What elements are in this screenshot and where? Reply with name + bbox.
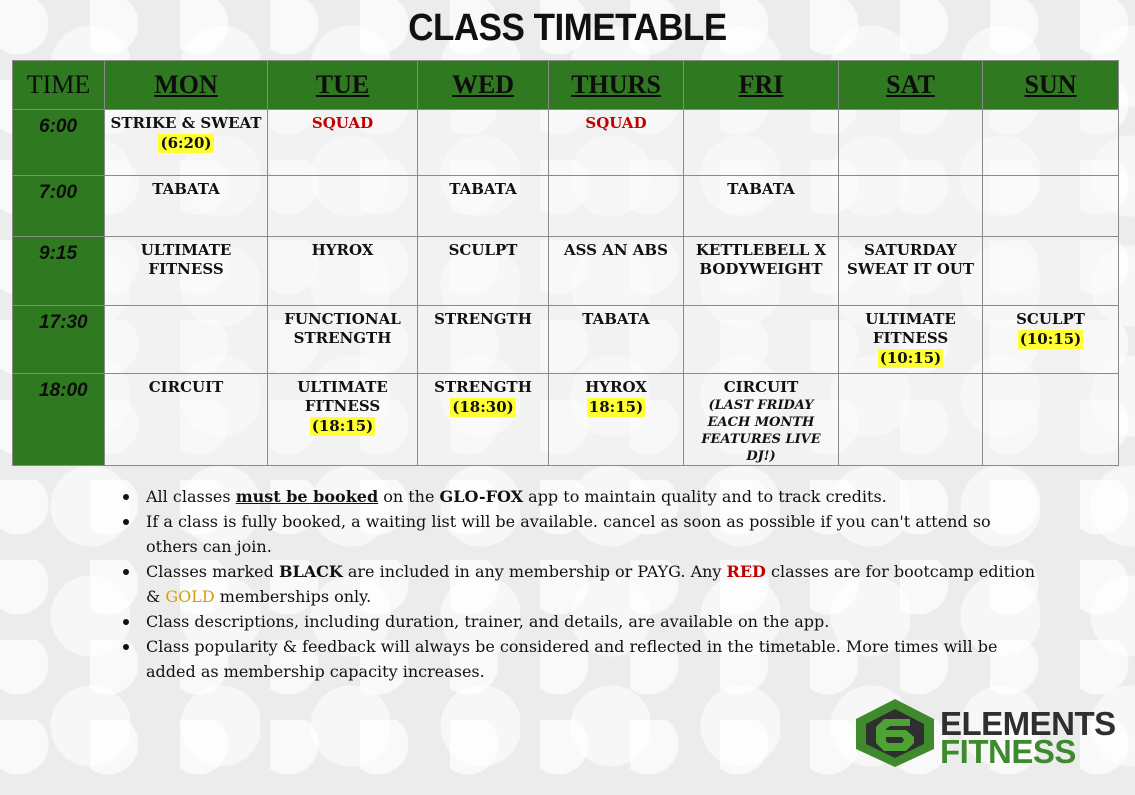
class-cell: [105, 306, 268, 374]
class-time-highlight: 18:15): [588, 398, 644, 416]
class-cell: [418, 237, 549, 306]
day-header-label: MON: [154, 70, 218, 99]
time-slot-cell: 17:30: [13, 306, 105, 374]
class-name: FITNESS: [148, 260, 224, 278]
class-note: (LAST FRIDAY EACH MONTH FEATURES LIVE DJ!): [701, 398, 821, 464]
note-text-segment: BLACK: [278, 562, 343, 581]
class-name: HYROX: [311, 241, 374, 259]
note-text-segment: on the: [378, 487, 440, 506]
day-header-label: THURS: [571, 70, 661, 99]
day-header: [549, 61, 684, 110]
class-cell: [105, 176, 268, 237]
logo-text-elements: ELEMENTS: [940, 705, 1116, 742]
note-text-segment: GOLD: [165, 587, 215, 606]
time-slot-cell: 6:00: [13, 110, 105, 176]
class-cell: [549, 176, 684, 237]
class-time-highlight: (18:30): [452, 398, 514, 416]
logo-text-fitness: FITNESS: [940, 733, 1076, 770]
note-item: [120, 559, 1040, 609]
table-row: [13, 110, 1119, 176]
note-text-segment: are included in any membership or PAYG. Any: [342, 562, 727, 581]
class-cell: [418, 374, 549, 466]
hexagon-6-logo-icon: [852, 697, 938, 769]
class-name: SQUAD: [585, 114, 647, 132]
class-name: SCULPT: [448, 241, 518, 259]
class-cell: [268, 110, 418, 176]
class-name: HYROX: [585, 378, 647, 396]
class-cell: [983, 176, 1119, 237]
class-cell: [418, 306, 549, 374]
class-cell: [684, 237, 839, 306]
day-header-label: WED: [451, 70, 515, 99]
class-name: CIRCUIT: [148, 378, 224, 396]
class-time-highlight: (18:15): [311, 417, 374, 435]
class-cell: [839, 237, 983, 306]
table-row: [13, 237, 1119, 306]
class-cell: [839, 110, 983, 176]
class-time-highlight: (10:15): [879, 349, 942, 367]
note-text-segment: GLO-FOX: [439, 487, 524, 506]
day-header-label: FRI: [738, 70, 784, 99]
class-cell: [268, 306, 418, 374]
header-row: [13, 61, 1119, 110]
class-name: STRENGTH: [293, 329, 392, 347]
table-row: [13, 374, 1119, 466]
class-cell: [549, 110, 684, 176]
class-cell: [268, 374, 418, 466]
note-text-segment: classes are for bootcamp edition &: [146, 562, 1036, 606]
class-name: FITNESS: [872, 329, 949, 347]
day-header: [105, 61, 268, 110]
class-cell: [105, 374, 268, 466]
day-header: [418, 61, 549, 110]
class-cell: [983, 110, 1119, 176]
class-name: CIRCUIT: [723, 378, 799, 396]
class-time-highlight: (6:20): [160, 134, 212, 152]
note-text-segment: Classes marked: [146, 562, 279, 581]
class-name: TABATA: [449, 180, 517, 198]
class-name: SQUAD: [311, 114, 374, 132]
class-cell: [684, 374, 839, 466]
class-cell: [268, 176, 418, 237]
class-name: STRIKE & SWEAT: [110, 114, 262, 132]
page-title: CLASS TIMETABLE: [408, 6, 727, 49]
class-cell: [684, 176, 839, 237]
time-slot-cell: 7:00: [13, 176, 105, 237]
day-header: [684, 61, 839, 110]
class-cell: [418, 176, 549, 237]
class-cell: [549, 306, 684, 374]
class-name: ASS AN ABS: [564, 241, 668, 259]
day-header-label: TUE: [315, 70, 370, 99]
class-cell: [418, 110, 549, 176]
class-name: ULTIMATE: [865, 310, 956, 328]
note-text-segment: Class descriptions, including duration, trainer, and details, are available on the app.: [146, 612, 830, 631]
day-header: [268, 61, 418, 110]
class-cell: [839, 176, 983, 237]
class-name: STRENGTH: [434, 310, 532, 328]
class-name: STRENGTH: [434, 378, 532, 396]
class-name: TABATA: [152, 180, 220, 198]
note-item: [120, 509, 1040, 559]
class-name: SCULPT: [1016, 310, 1085, 328]
table-row: [13, 306, 1119, 374]
class-name: ULTIMATE: [140, 241, 232, 259]
note-text-segment: Class popularity & feedback will always be considered and reflected in the timetable. More times will be added as membership capacity increases.: [146, 637, 998, 681]
class-time-highlight: (10:15): [1019, 330, 1082, 348]
class-cell: [684, 306, 839, 374]
note-item: [120, 484, 1040, 509]
class-name: SWEAT IT OUT: [846, 260, 975, 278]
day-header-label: SAT: [886, 70, 935, 99]
note-text-segment: memberships only.: [214, 587, 372, 606]
table-row: [13, 176, 1119, 237]
class-timetable: [12, 60, 1119, 466]
day-header-label: SUN: [1024, 70, 1077, 99]
class-cell: [549, 237, 684, 306]
class-name: BODYWEIGHT: [699, 260, 823, 278]
time-column-header: TIME: [13, 61, 105, 110]
class-cell: [983, 237, 1119, 306]
class-cell: [839, 306, 983, 374]
note-text-segment: must be booked: [235, 487, 379, 506]
class-cell: [105, 237, 268, 306]
note-text-segment: RED: [726, 562, 766, 581]
class-cell: [983, 306, 1119, 374]
booking-notes-list: [120, 484, 1040, 684]
day-header: [983, 61, 1119, 110]
elements-fitness-logo: [852, 697, 1116, 770]
note-item: [120, 634, 1040, 684]
time-slot-cell: 9:15: [13, 237, 105, 306]
class-cell: [684, 110, 839, 176]
class-cell: [549, 374, 684, 466]
note-text-segment: If a class is fully booked, a waiting list will be available. cancel as soon as possible if you can't attend so others can join.: [146, 512, 991, 556]
class-name: ULTIMATE: [297, 378, 388, 396]
class-name: FUNCTIONAL: [284, 310, 401, 328]
class-cell: [983, 374, 1119, 466]
class-cell: [105, 110, 268, 176]
note-item: [120, 609, 1040, 634]
note-text-segment: app to maintain quality and to track credits.: [523, 487, 887, 506]
time-slot-cell: 18:00: [13, 374, 105, 466]
day-header: [839, 61, 983, 110]
class-cell: [268, 237, 418, 306]
class-cell: [839, 374, 983, 466]
class-name: TABATA: [727, 180, 795, 198]
class-name: TABATA: [582, 310, 650, 328]
note-text-segment: All classes: [146, 487, 236, 506]
class-name: KETTLEBELL X: [695, 241, 827, 259]
class-name: SATURDAY: [864, 241, 957, 259]
class-name: FITNESS: [304, 397, 381, 415]
